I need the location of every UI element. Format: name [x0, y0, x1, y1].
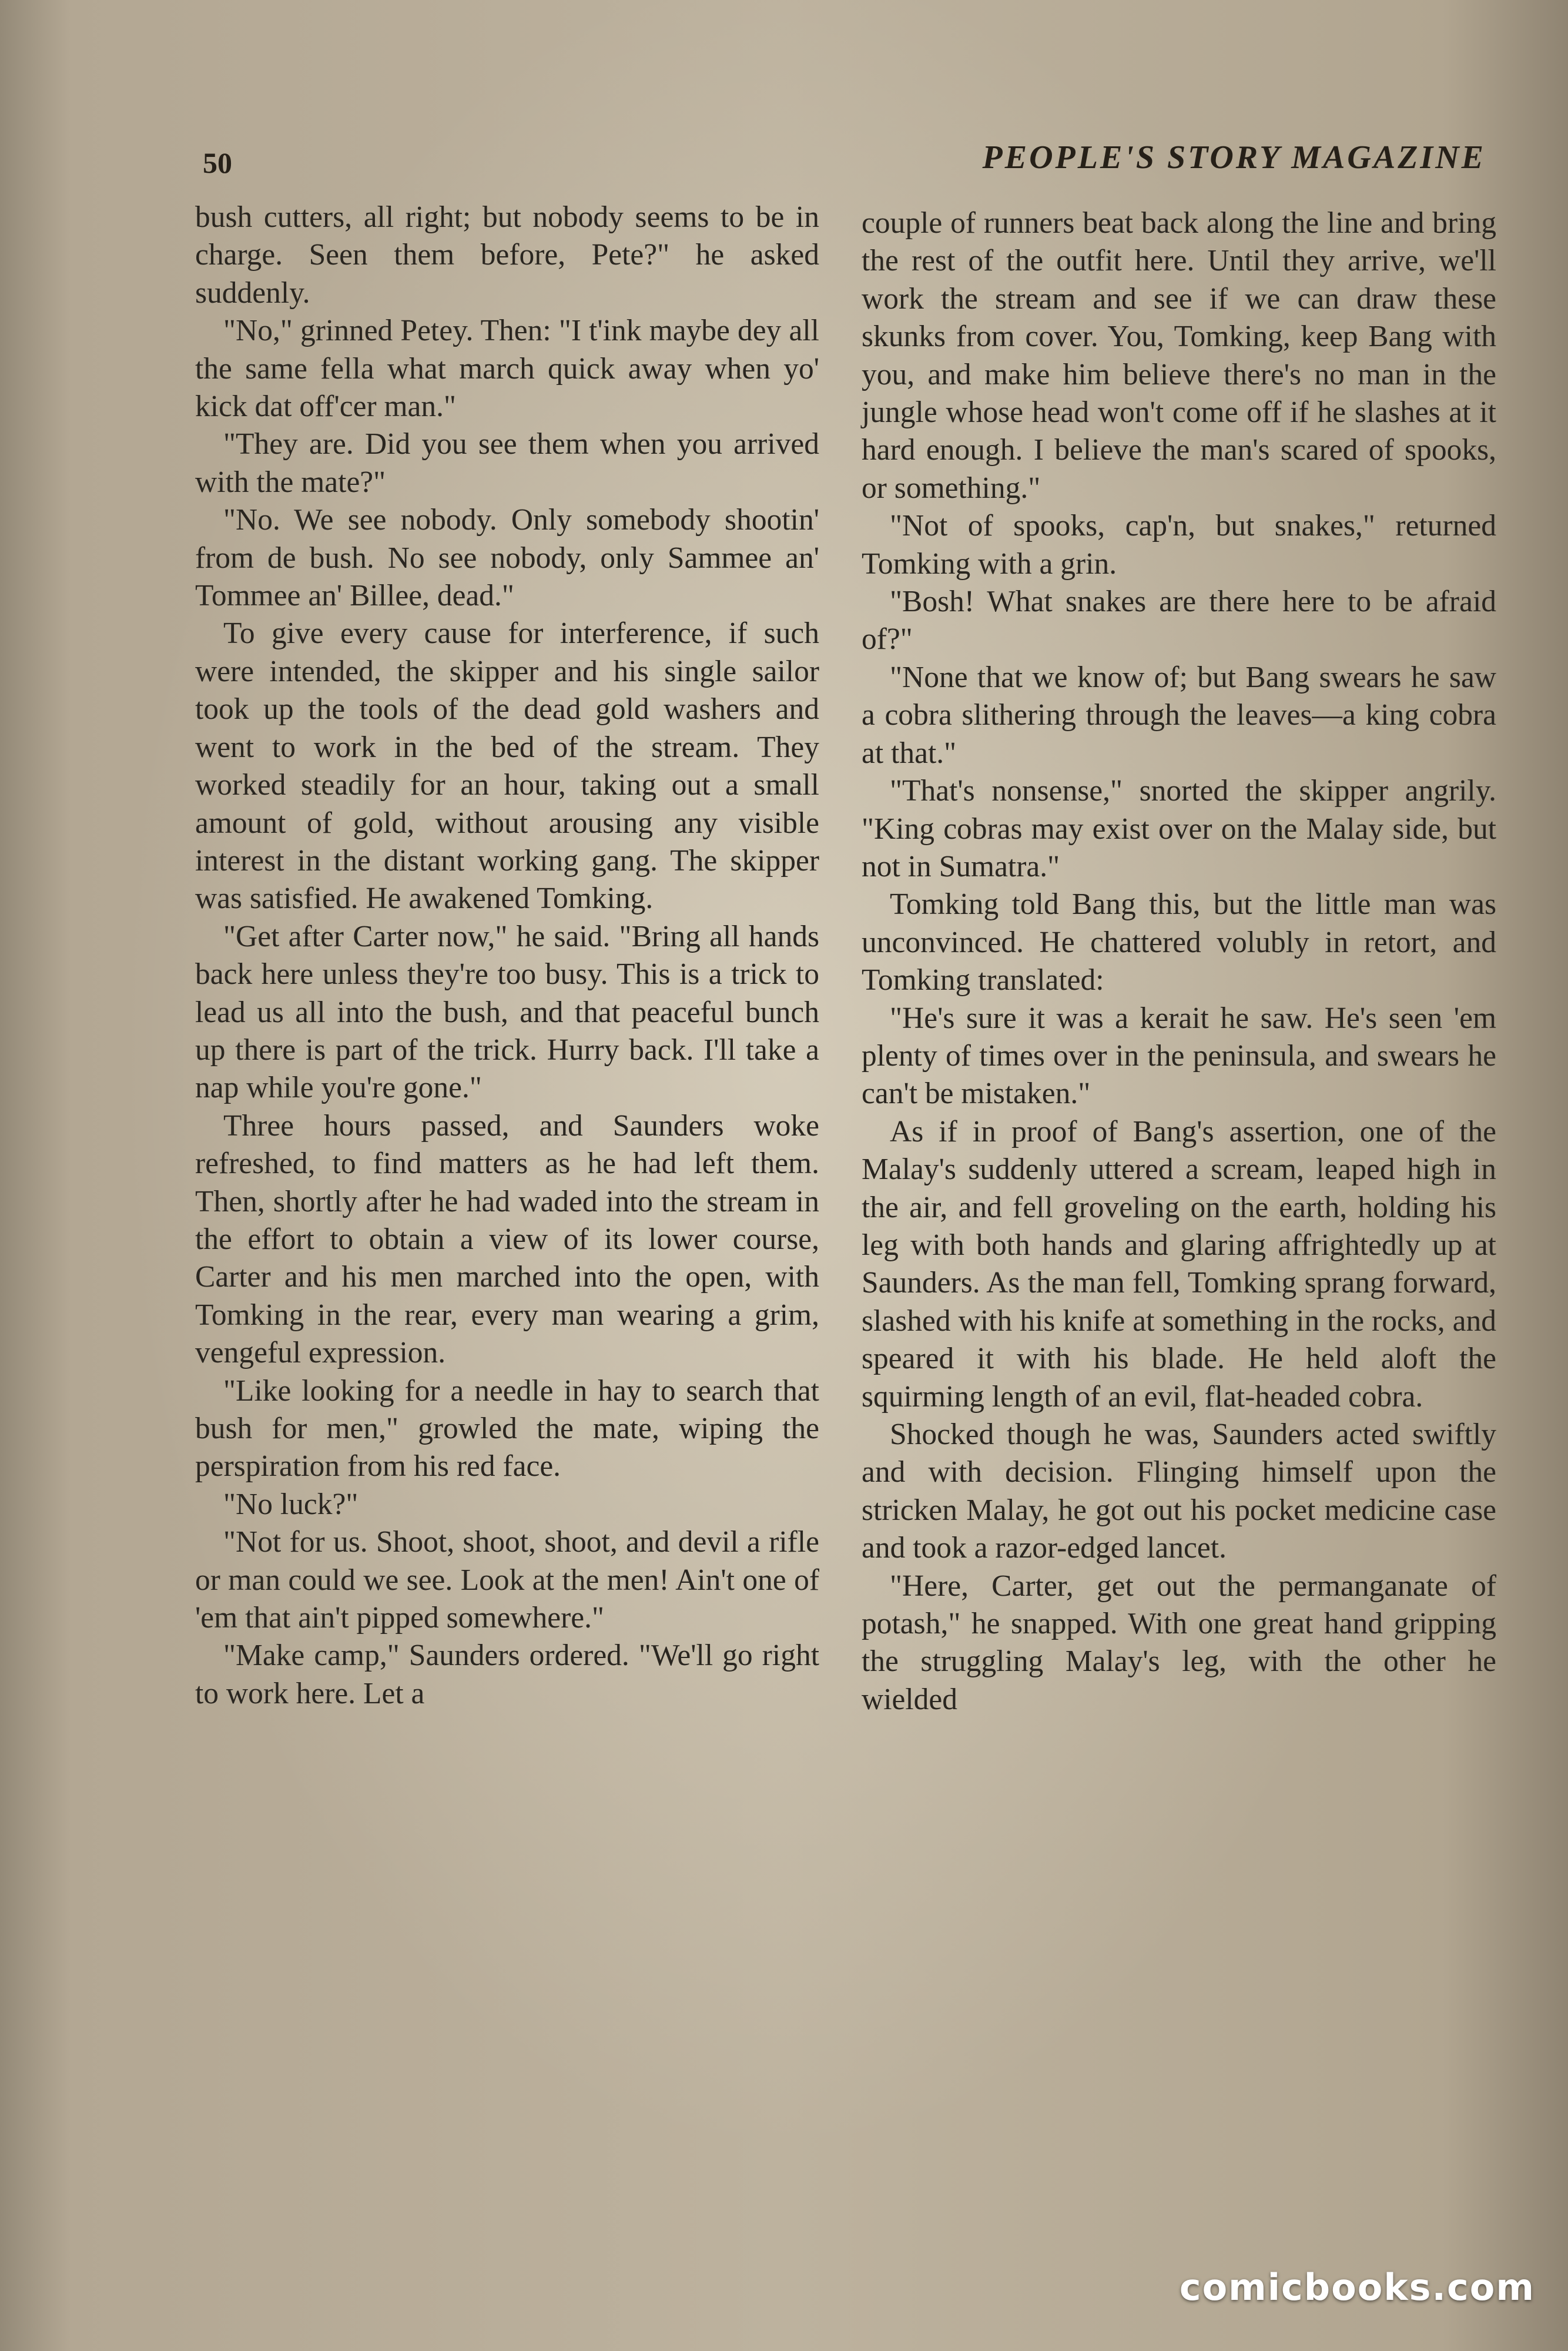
paragraph: couple of runners beat back along the line and bring the rest of the outfit here. Until they arrive, we'll work the stream and see if we can draw these skunks from cover. You, Tomking, keep Bang with you, and make him believe there's no man in the jungle whose head won't come off if he slashes at it hard enough. I believe the man's scared of spooks, or something." — [862, 206, 1496, 505]
paragraph: Shocked though he was, Saunders acted swiftly and with decision. Flinging himself upon the stricken Malay, he got out his pocket medicine case and took a razor-edged lancet. — [862, 1418, 1496, 1565]
paragraph: Tomking told Bang this, but the little man was unconvinced. He chattered volubly in retort, and Tomking translated: — [862, 888, 1496, 997]
left-column — [195, 199, 819, 1713]
paragraph: "Bosh! What snakes are there here to be afraid of?" — [862, 585, 1496, 657]
paragraph: Three hours passed, and Saunders woke refreshed, to find matters as he had left them. Then, shortly after he had waded into the stream in the effort to obtain a view of its lower course, Carter and his men marched into the open, with Tomking in the rear, every man wearing a grim, vengeful expression. — [195, 1108, 819, 1370]
paragraph: "No. We see nobody. Only somebody shootin' from de bush. No see nobody, only Sammee an' Tommee an' Billee, dead." — [195, 503, 819, 613]
paragraph: "No," grinned Petey. Then: "I t'ink maybe dey all the same fella what march quick away when yo' kick dat off'cer man." — [195, 314, 819, 424]
paragraph: "Not for us. Shoot, shoot, shoot, and devil a rifle or man could we see. Look at the men! Ain't one of 'em that ain't pipped somewhere." — [195, 1525, 819, 1635]
paragraph: "Like looking for a needle in hay to search that bush for men," growled the mate, wiping the perspiration from his red face. — [195, 1374, 819, 1483]
paragraph: "No luck?" — [223, 1487, 359, 1521]
paragraph: "That's nonsense," snorted the skipper angrily. "King cobras may exist over on the Malay side, but not in Sumatra." — [862, 774, 1496, 883]
right-column — [862, 205, 1496, 1719]
page-number: 50 — [203, 146, 232, 179]
paragraph: "Get after Carter now," he said. "Bring all hands back here unless they're too busy. This is a trick to lead us all into the bush, and that peaceful bunch up there is part of the trick. Hurry back. I'll take a nap while you're gone." — [195, 919, 819, 1105]
paragraph: "Here, Carter, get out the permanganate of potash," he snapped. With one great hand gripping the struggling Malay's leg, with the other he wielded — [862, 1569, 1496, 1716]
paragraph: "None that we know of; but Bang swears he saw a cobra slithering through the leaves—a king cobra at that." — [862, 660, 1496, 770]
paragraph: "They are. Did you see them when you arrived with the mate?" — [195, 427, 819, 499]
paragraph: As if in proof of Bang's assertion, one of the Malay's suddenly uttered a scream, leaped high in the air, and fell groveling on the earth, holding his leg with both hands and glaring affrightedly up at Saunders. As the man fell, Tomking sprang forward, slashed with his knife at something in the rocks, and speared it with his blade. He held aloft the squirming length of an evil, flat-headed cobra. — [862, 1114, 1496, 1414]
paragraph: "Not of spooks, cap'n, but snakes," returned Tomking with a grin. — [862, 509, 1496, 581]
site-watermark: comicbooks.com — [1179, 2266, 1535, 2309]
running-head: PEOPLE'S STORY MAGAZINE — [982, 139, 1486, 176]
paragraph: "He's sure it was a kerait he saw. He's seen 'em plenty of times over in the peninsula, and swears he can't be mistaken." — [862, 1001, 1496, 1111]
paragraph: bush cutters, all right; but nobody seems to be in charge. Seen them before, Pete?" he asked suddenly. — [195, 200, 819, 310]
paragraph: "Make camp," Saunders ordered. "We'll go right to work here. Let a — [195, 1639, 819, 1710]
paragraph: To give every cause for interference, if such were intended, the skipper and his single sailor took up the tools of the dead gold washers and went to work in the bed of the stream. They worked steadily for an hour, taking out a small amount of gold, without arousing any visible interest in the distant working gang. The skipper was satisfied. He awakened Tomking. — [195, 617, 819, 916]
